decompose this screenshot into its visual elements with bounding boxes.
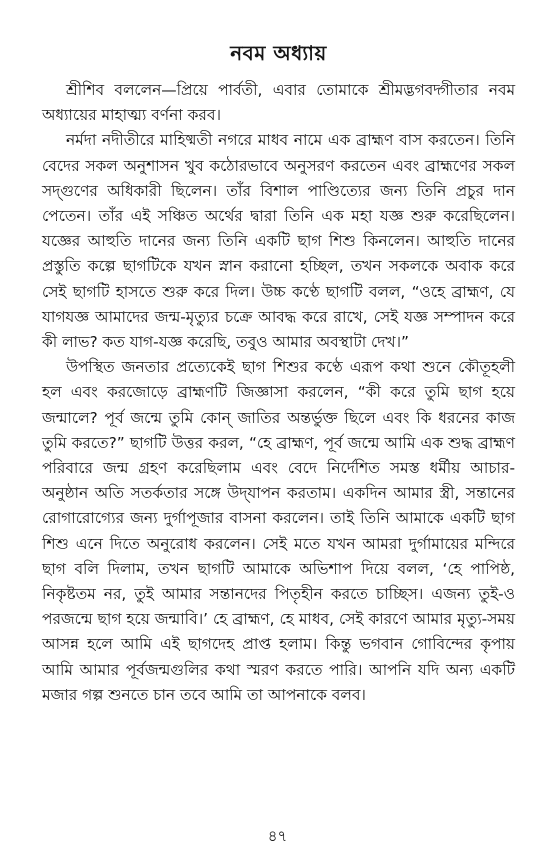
page-number: ৪৭ [267,827,288,845]
paragraph-intro: শ্রীশিব বললেন—প্রিয়ে পার্বতী, এবার তোমাকে শ্রীমদ্ভগবদ্গীতার নবম অধ্যায়ের মাহাত্ম্য বর্ণনা করব। [42,81,515,125]
body-text [42,78,515,708]
paragraph-goat-reply: উপস্থিত জনতার প্রত্যেকেই ছাগ শিশুর কণ্ঠে এরূপ কথা শুনে কৌতূহলী হল এবং করজোড়ে ব্রাহ্মণটি জিজ্ঞাসা করলেন, “কী করে তুমি ছাগ হয়ে জন্মালে? পূর্ব জন্মে তুমি কোন্ জাতির অন্তর্ভুক্ত ছিলে এবং কি ধরনের কাজ তুমি করতে?” ছাগটি উত্তর করল, “হে ব্রাহ্মণ, পূর্ব জন্মে আমি এক শুদ্ধ ব্রাহ্মণ পরিবারে জন্ম গ্রহণ করেছিলাম এবং বেদে নির্দেশিত সমস্ত ধর্মীয় আচার-অনুষ্ঠান অতি সতর্কতার সঙ্গে উদ্‌যাপন করতাম। একদিন আমার স্ত্রী, সন্তানের রোগারোগ্যের জন্য দুর্গাপূজার বাসনা করলেন। তাই তিনি আমাকে একটি ছাগ শিশু এনে দিতে অনুরোধ করলেন। সেই মতে যখন আমরা দুর্গামায়ের মন্দিরে ছাগ বলি দিলাম, তখন ছাগটি আমাকে অভিশাপ দিয়ে বলল, ‘হে পাপিষ্ঠ, নিকৃষ্টতম নর, তুই আমার সন্তানদের পিতৃহীন করতে চাচ্ছিস। এজন্য তুই-ও পরজন্মে ছাগ হয়ে জন্মাবি।’ হে ব্রাহ্মণ, হে মাধব, সেই কারণে আমার মৃত্যু-সময় আসন্ন হলে আমি এই ছাগদেহ প্রাপ্ত হলাম। কিন্তু ভগবান গোবিন্দের কৃপায় আমি আমার পূর্বজন্মগুলির কথা স্মরণ করতে পারি। আপনি যদি অন্য একটি মজার গল্প শুনতে চান তবে আমি তা আপনাকে বলব। [42,358,515,704]
paragraph-brahmin-story: নর্মদা নদীতীরে মাহিষ্মতী নগরে মাধব নামে এক ব্রাহ্মণ বাস করতেন। তিনি বেদের সকল অনুশাসন খুব কঠোরভাবে অনুসরণ করতেন এবং ব্রাহ্মণের সকল সদ্গুণের অধিকারী ছিলেন। তাঁর বিশাল পাণ্ডিত্যের জন্য তিনি প্রচুর দান পেতেন। তাঁর এই সঞ্চিত অর্থের দ্বারা তিনি এক মহা যজ্ঞ শুরু করেছিলেন। যজ্ঞের আহুতি দানের জন্য তিনি একটি ছাগ শিশু কিনলেন। আহুতি দানের প্রস্তুতি কল্পে ছাগটিকে যখন স্নান করানো হচ্ছিল, তখন সকলকে অবাক করে সেই ছাগটি হাসতে শুরু করে দিল। উচ্চ কণ্ঠে ছাগটি বলল, “ওহে ব্রাহ্মণ, যে যাগযজ্ঞ আমাদের জন্ম-মৃত্যুর চক্রে আবদ্ধ করে রাখে, সেই যজ্ঞ সম্পাদন করে কী লাভ? কত যাগ-যজ্ঞ করেছি, তবুও আমার অবস্থাটা দেখ।” [42,131,515,352]
chapter-title: নবম অধ্যায় [230,41,327,65]
